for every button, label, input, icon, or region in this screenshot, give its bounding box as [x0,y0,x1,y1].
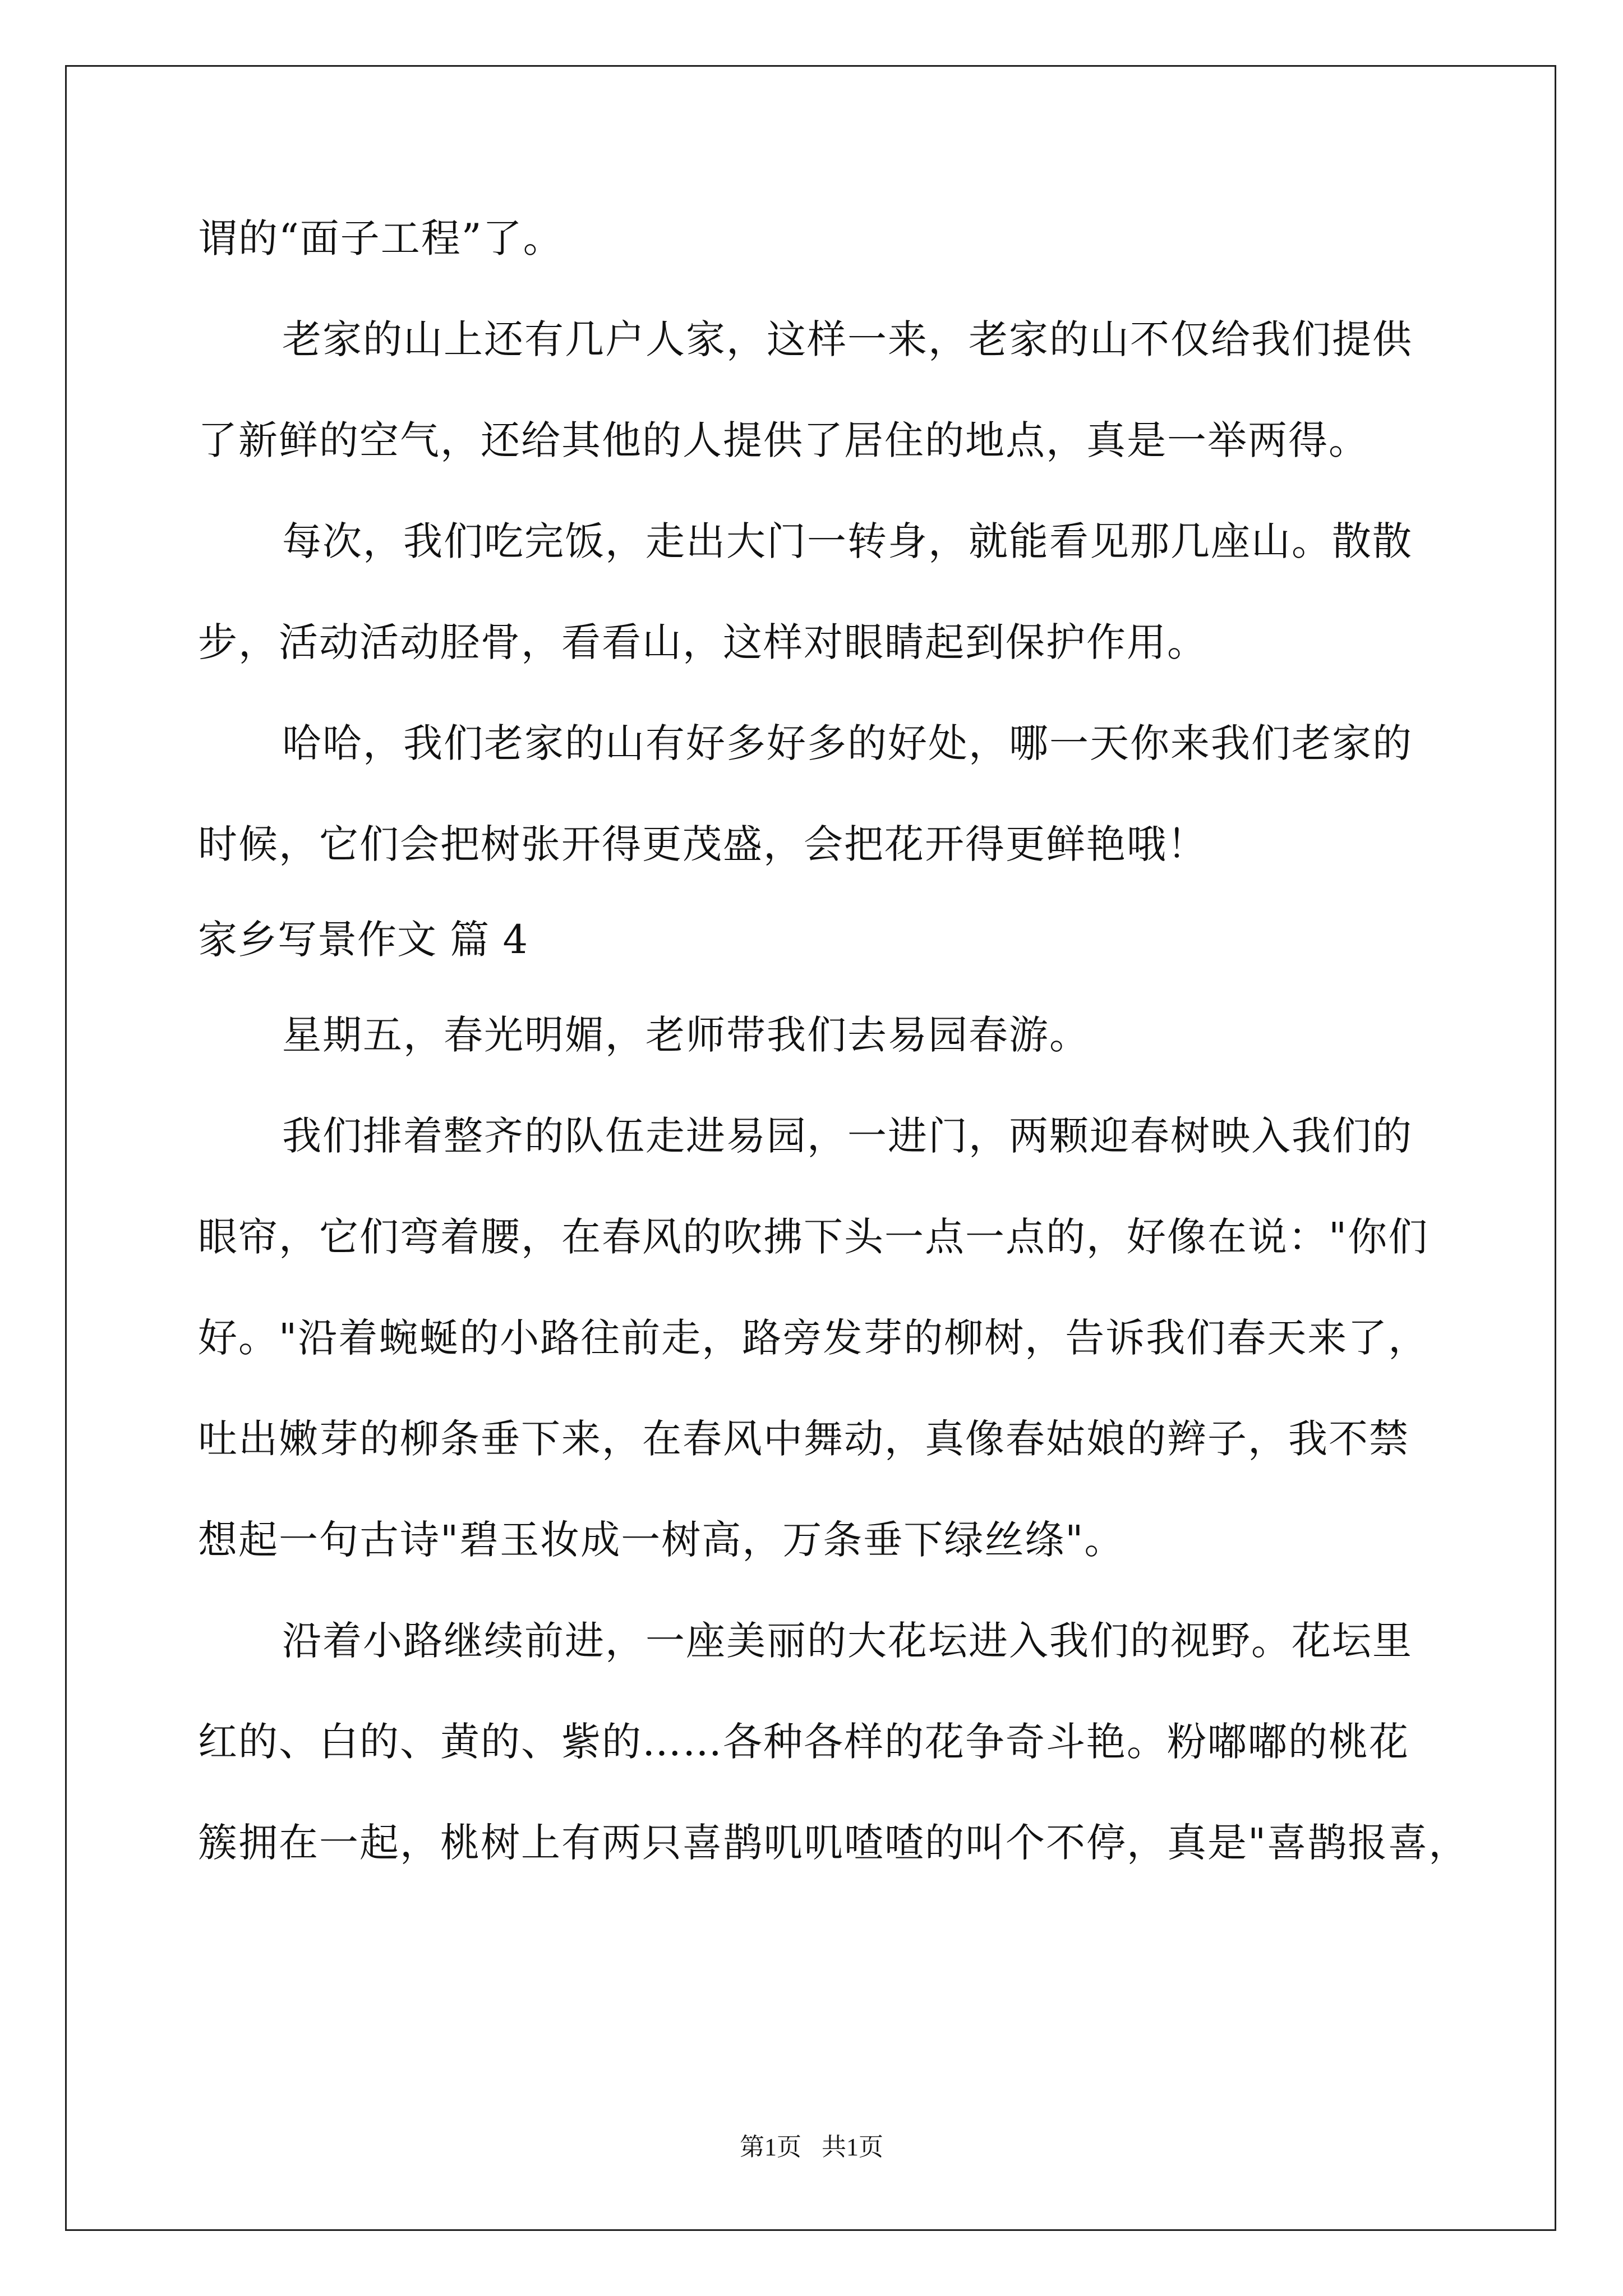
text-line: 谓的“面子工程”了。 [198,215,564,261]
text-line: 想起一句古诗"碧玉妆成一树高，万条垂下绿丝绦"。 [198,1517,1125,1563]
text-line: 吐出嫩芽的柳条垂下来，在春风中舞动，真像春姑娘的辫子，我不禁 [198,1416,1409,1462]
text-line: 沿着小路继续前进，一座美丽的大花坛进入我们的视野。花坛里 [282,1618,1413,1664]
text-line: 簇拥在一起，桃树上有两只喜鹊叽叽喳喳的叫个不停，真是"喜鹊报喜， [198,1820,1469,1866]
text-line: 星期五，春光明媚，老师带我们去易园春游。 [282,1012,1090,1058]
text-line: 哈哈，我们老家的山有好多好多的好处，哪一天你来我们老家的 [282,720,1413,766]
text-line: 红的、白的、黄的、紫的……各种各样的花争奇斗艳。粉嘟嘟的桃花 [198,1719,1409,1765]
text-line: 好。"沿着蜿蜒的小路往前走，路旁发芽的柳树，告诉我们春天来了， [198,1315,1429,1361]
text-line: 步，活动活动胫骨，看看山，这样对眼睛起到保护作用。 [198,619,1207,665]
text-line: 了新鲜的空气，还给其他的人提供了居住的地点，真是一举两得。 [198,417,1369,463]
page-number: 第1页 [740,2133,801,2161]
total-pages: 共1页 [822,2133,883,2161]
text-line: 每次，我们吃完饭，走出大门一转身，就能看见那几座山。散散 [282,518,1413,564]
text-line: 时候，它们会把树张开得更茂盛，会把花开得更鲜艳哦！ [198,821,1207,867]
text-line: 老家的山上还有几户人家，这样一来，老家的山不仅给我们提供 [282,316,1413,362]
section-heading: 家乡写景作文 篇 4 [198,917,529,963]
text-line: 眼帘，它们弯着腰，在春风的吹拂下头一点一点的，好像在说："你们 [198,1214,1429,1260]
page-footer [0,2132,1623,2163]
text-line: 我们排着整齐的队伍走进易园，一进门，两颗迎春树映入我们的 [282,1113,1413,1159]
